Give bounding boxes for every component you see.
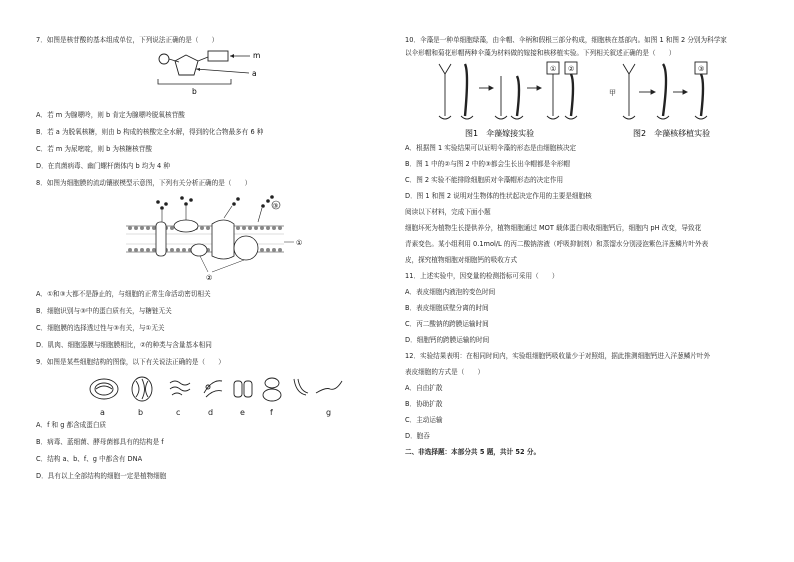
q9-option-a: A．f 和 g 都含成蛋白质 xyxy=(36,421,107,429)
right-column xyxy=(405,36,755,457)
q7-option-b: B．若 a 为脱氧核糖，则由 b 构成的核酸完全水解，得到的化合物最多有 6 种 xyxy=(36,128,264,136)
q12-option-d: D．胞吞 xyxy=(405,432,430,440)
q8-figure xyxy=(36,188,376,288)
q7-stem: 7．如图是核苷酸的基本组成单位，下列说法正确的是（ ） xyxy=(36,36,219,44)
q10-option-c: C．图 2 实验不能排除细胞质对伞藻帽形态的决定作用 xyxy=(405,176,564,184)
label-f: f xyxy=(270,408,273,417)
nucleotide-diagram xyxy=(36,45,376,107)
box-label-3: ③ xyxy=(698,65,705,73)
label-b: b xyxy=(192,87,197,96)
q11-option-b: B．表皮细胞质壁分离的时间 xyxy=(405,304,489,312)
fig2-caption: 图2 伞藻核移植实验 xyxy=(633,129,711,138)
acetabularia-diagram xyxy=(405,58,755,142)
q8-option-c: C．细胞膜的选择透过性与③有关，与①无关 xyxy=(36,324,165,332)
q9-option-b: B．病毒、蓝细菌、酵母菌都具有的结构是 f xyxy=(36,438,164,446)
q8-option-b: B．细胞识别与③中的蛋白质有关，与糖链无关 xyxy=(36,307,172,315)
q7-option-c: C．若 m 为尿嘧啶，则 b 为核糖核苷酸 xyxy=(36,145,152,153)
label-e: e xyxy=(240,408,245,417)
label-d: d xyxy=(208,408,214,417)
label-2: ② xyxy=(206,274,213,282)
q9-figure xyxy=(36,367,376,421)
material-line2: 青素变色。某小组利用 0.1mol/L 的丙二酸钠溶液（呼吸抑制剂）和蒸馏水分别浸泡紫色洋葱鳞片叶外表 xyxy=(405,240,709,248)
q12-stem-line1: 12．实验结果表明：在相同时间内，实验组细胞钙吸收量少于对照组，据此推测细胞钙进入洋葱鳞片叶外 xyxy=(405,352,711,360)
q10-option-b: B．图 1 中的②与图 2 中的③都会生长出伞帽都是伞形帽 xyxy=(405,160,570,168)
left-column xyxy=(36,36,376,481)
material-intro: 阅读以下材料，完成下面小题 xyxy=(405,208,491,216)
material-line3: 皮，探究植物细胞对细胞钙的吸收方式 xyxy=(405,256,518,264)
label-c: c xyxy=(176,408,181,417)
label-a: a xyxy=(100,408,105,417)
q8-stem: 8．如图为细胞膜的流动镶嵌模型示意图，下列有关分析正确的是（ ） xyxy=(36,179,252,187)
label-a: a xyxy=(252,69,257,78)
label-b: b xyxy=(138,408,144,417)
q8-option-d: D．肌肉、细胞器膜与细胞膜相比，②的种类与含量基本相同 xyxy=(36,341,212,349)
q9-option-c: C．结构 a、b、f、g 中都含有 DNA xyxy=(36,455,143,463)
q11-stem: 11．上述实验中，因变量的检测指标可采用（ ） xyxy=(405,272,559,280)
q10-stem-line2: 以伞形帽和菊花形帽两种伞藻为材料做的嫁接和核移植实验。下列相关叙述正确的是（ ） xyxy=(405,49,676,57)
cell-membrane-diagram xyxy=(36,188,376,288)
q12-stem-line2: 表皮细胞的方式是（ ） xyxy=(405,368,485,376)
q10-stem-line1: 10．伞藻是一种单细胞绿藻，由伞帽、伞柄和假根三部分构成，细胞核在基部内。如图 1 和图 2 分别为科学家 xyxy=(405,36,727,44)
label-1: ① xyxy=(296,239,303,247)
q11-option-a: A．表皮细胞内液泡的变色时间 xyxy=(405,288,496,296)
box-label-1: ① xyxy=(550,65,557,73)
label-g: g xyxy=(326,408,332,417)
q10-option-d: D．图 1 和图 2 说明对生物体的性状起决定作用的主要是细胞核 xyxy=(405,192,592,200)
label-jia: 甲 xyxy=(609,89,616,97)
section-2-heading: 二、非选择题：本部分共 5 题，共计 52 分。 xyxy=(405,448,541,456)
q10-figure xyxy=(405,58,755,142)
q7-option-d: D．在真菌病毒、幽门螺杆菌体内 b 均为 4 种 xyxy=(36,162,170,170)
q12-option-a: A．自由扩散 xyxy=(405,384,443,392)
q9-option-d: D．具有以上全部结构的细胞一定是植物细胞 xyxy=(36,472,167,480)
q12-option-c: C．主动运输 xyxy=(405,416,443,424)
box-label-2: ② xyxy=(568,65,575,73)
label-m: m xyxy=(253,51,261,60)
q7-option-a: A．若 m 为腺嘌呤，则 b 肯定为腺嘌呤脱氧核苷酸 xyxy=(36,111,185,119)
label-3: ③ xyxy=(272,202,279,210)
organelles-diagram xyxy=(36,367,376,421)
q11-option-c: C．丙二酸钠的跨膜运输时间 xyxy=(405,320,489,328)
material-line1: 细胞坏死为植物生长提供养分，植物细胞通过 MOT 载体蛋白吸收细胞钙后，细胞内 pH 改变，导致花 xyxy=(405,224,702,232)
q12-option-b: B．协助扩散 xyxy=(405,400,443,408)
q9-stem: 9．如图是某些细胞结构的图像，以下有关说法正确的是（ ） xyxy=(36,358,225,366)
q7-figure xyxy=(36,45,376,107)
q10-option-a: A．根据图 1 实验结果可以证明伞藻的形态是由细胞核决定 xyxy=(405,144,577,152)
q11-option-d: D．细胞钙的跨膜运输的时间 xyxy=(405,336,490,344)
q8-option-a: A．①和③大都不是静止的，与细胞的正常生命活动密切相关 xyxy=(36,290,211,298)
fig1-caption: 图1 伞藻嫁接实验 xyxy=(465,129,535,138)
